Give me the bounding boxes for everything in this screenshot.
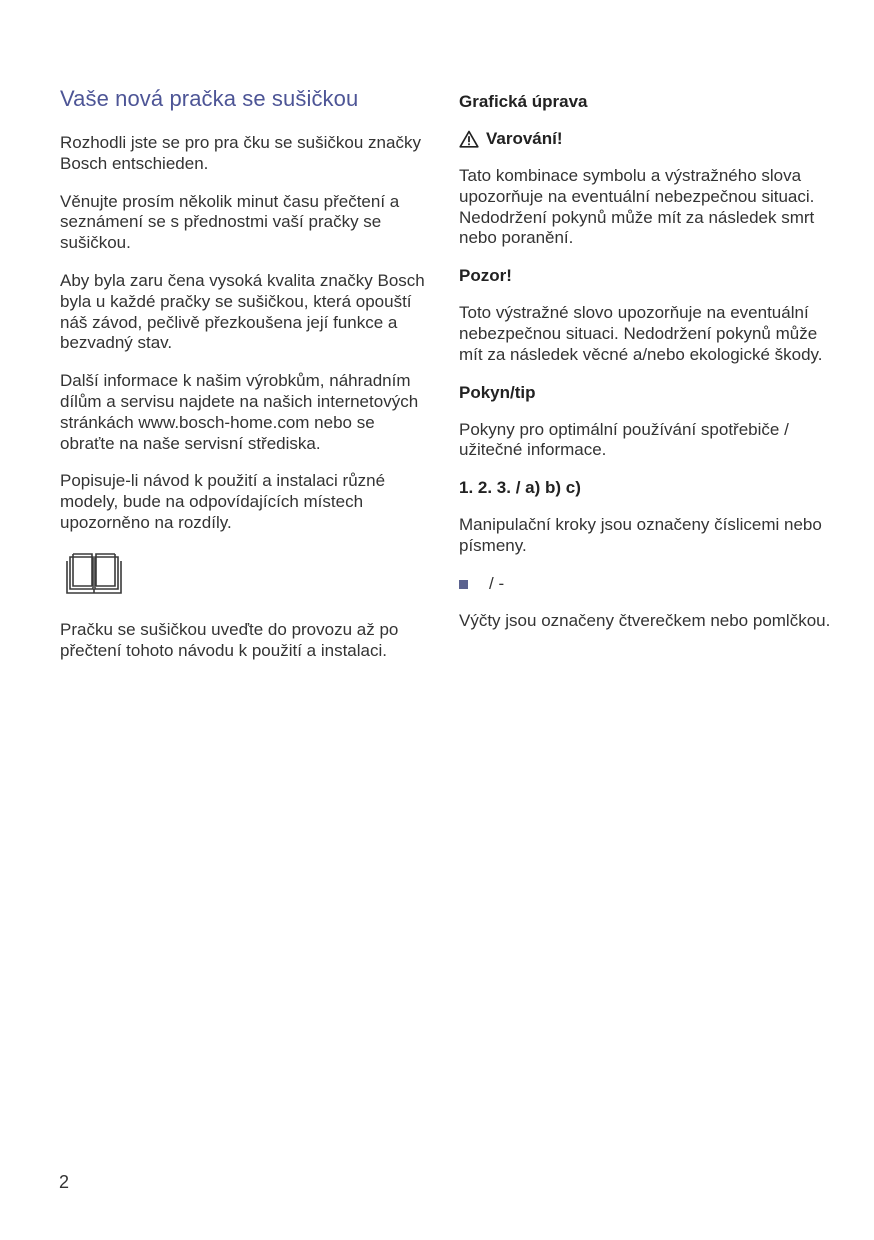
tip-text: Pokyny pro optimální používání spotřebiče / užitečné informace.	[459, 419, 789, 460]
page-title: Vaše nová pračka se sušičkou	[60, 86, 359, 111]
right-column	[459, 92, 839, 649]
warning-label: Varování!	[486, 129, 563, 148]
warning-triangle-icon	[459, 130, 479, 148]
bullet-legend	[459, 574, 839, 594]
open-book-icon	[64, 551, 124, 597]
warning-text: Tato kombinace symbolu a výstražného slova upozorňuje na eventuální nebezpečnou situaci. Nedodržení pokynů může mít za následek smrt nebo poranění.	[459, 166, 815, 248]
tip-heading: Pokyn/tip	[459, 382, 536, 402]
graphics-heading: Grafická úprava	[459, 92, 588, 111]
quality-paragraph: Aby byla zaru čena vysoká kvalita značky Bosch byla u každé pračky se sušičkou, která opouští náš závod, pečlivě přezkoušena její funkce a bezvadný stav.	[60, 270, 425, 353]
caution-text: Toto výstražné slovo upozorňuje na eventuální nebezpečnou situaci. Nedodržení pokynů může mít za následek věcné a/nebo ekologické škody.	[459, 303, 823, 364]
left-column	[60, 86, 430, 678]
page-number: 2	[59, 1172, 70, 1192]
steps-heading: 1. 2. 3. / a) b) c)	[459, 478, 581, 498]
startup-paragraph: Pračku se sušičkou uveďte do provozu až po přečtení tohoto návodu k použití a instalaci.	[60, 619, 399, 660]
reading-paragraph: Věnujte prosím několik minut času přečtení a seznámení se s přednostmi vaší pračky se sušičkou.	[60, 191, 400, 253]
models-paragraph: Popisuje-li návod k použití a instalaci různé modely, bude na odpovídajících místech upozorněno na rozdíly.	[60, 471, 386, 532]
bullet-symbol: / -	[489, 573, 505, 593]
warning-heading	[459, 129, 839, 149]
steps-text: Manipulační kroky jsou označeny číslicemi nebo písmeny.	[459, 515, 822, 555]
info-paragraph: Další informace k našim výrobkům, náhradním dílům a servisu najdete na našich internetových stránkách www.bosch-home.com nebo se obraťte na naše servisní střediska.	[60, 371, 419, 453]
caution-heading: Pozor!	[459, 266, 512, 286]
intro-paragraph: Rozhodli jste se pro pra čku se sušičkou značky Bosch entschieden.	[60, 133, 421, 173]
square-bullet-icon	[459, 580, 468, 589]
bullet-text: Výčty jsou označeny čtverečkem nebo pomlčkou.	[459, 610, 831, 630]
